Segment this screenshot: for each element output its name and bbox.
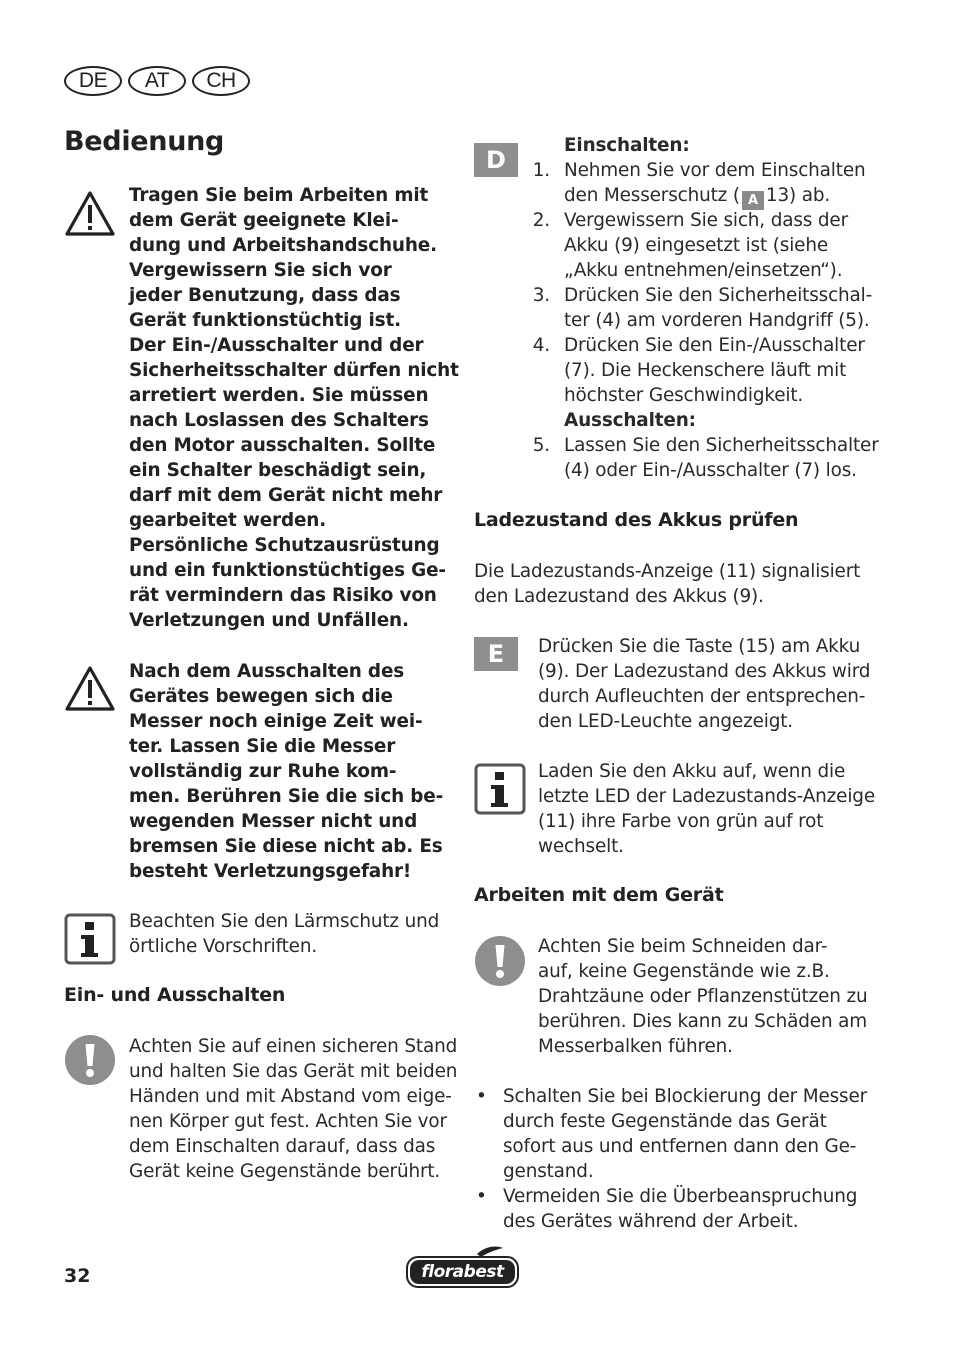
logo-text: florabest bbox=[421, 1262, 504, 1282]
warning-text-clothing: Tragen Sie beim Arbeiten mit dem Gerät geeignete Klei- dung und Arbeitshandschuhe. Vergewissern Sie sich vor jeder Benutzung, dass das Gerät funktionstüchtig ist. Der Ein-/Ausschalter und der Sicherheitsschalter dürfen nicht arretiert werden. Sie müssen nach Loslassen des Schalters den Motor ausschalten. Sollte ein Schalter beschädigt sein, darf mit dem Gerät nicht mehr gearbeitet werden. Persönliche Schutzausrüstung und ein funktionstüchtiges Ge- rät vermindern das Risiko von Verletzungen und Unfällen. bbox=[129, 185, 459, 631]
list-item: 5. Lassen Sie den Sicherheitsschalter (4) oder Ein-/Ausschalter (7) los. bbox=[532, 435, 879, 481]
caution-icon bbox=[474, 935, 526, 987]
figure-ref-a: A bbox=[742, 191, 764, 210]
country-badge-at: AT bbox=[128, 66, 186, 96]
charge-e-text: Drücken Sie die Taste (15) am Akku (9). Der Ladezustand des Akkus wird durch Aufleuchten der entsprechen- den LED-Leuchte angezeigt. bbox=[538, 636, 871, 732]
ausschalten-row bbox=[528, 408, 868, 433]
caution-text-obstacles: Achten Sie beim Schneiden dar- auf, keine Gegenstände wie z.B. Drahtzäune oder Pflanzenstützen zu berühren. Dies kann zu Schäden am Messerbalken führen. bbox=[538, 936, 868, 1057]
step-list bbox=[528, 158, 879, 483]
list-item: 2. Vergewissern Sie sich, dass der Akku (9) eingesetzt ist (siehe „Akku entnehmen/einsetzen“). bbox=[532, 210, 849, 281]
page-title: Bedienung bbox=[64, 126, 225, 157]
info-icon bbox=[474, 763, 526, 815]
info-text-noise: Beachten Sie den Lärmschutz und örtliche Vorschriften. bbox=[129, 911, 440, 957]
charge-intro-text: Die Ladezustands-Anzeige (11) signalisiert den Ladezustand des Akkus (9). bbox=[474, 561, 861, 607]
info-icon bbox=[64, 913, 116, 965]
country-badges bbox=[64, 66, 250, 96]
florabest-logo bbox=[405, 1244, 520, 1290]
warning-text-blades: Nach dem Ausschalten des Gerätes bewegen sich die Messer noch einige Zeit wei- ter. Lassen Sie die Messer vollständig zur Ruhe kom- men. Berühren Sie die sich be- wegenden Messer nicht und bremsen Sie diese nicht ab. Es besteht Verletzungsgefahr! bbox=[129, 661, 444, 882]
page-number: 32 bbox=[64, 1265, 91, 1287]
list-item: 4. Drücken Sie den Ein-/Ausschalter (7). Die Heckenschere läuft mit höchster Geschwindigkeit. bbox=[532, 335, 865, 406]
figure-ref-d: D bbox=[474, 143, 518, 177]
list-item: 3. Drücken Sie den Sicherheitsschal- ter (4) am vorderen Handgriff (5). bbox=[532, 285, 873, 331]
caution-text-stance: Achten Sie auf einen sicheren Stand und halten Sie das Gerät mit beiden Händen und mit Abstand vom eige- nen Körper gut fest. Achten Sie vor dem Einschalten darauf, dass das Gerät keine Gegenstände berührt. bbox=[129, 1036, 458, 1182]
figure-ref-e: E bbox=[474, 637, 518, 671]
ausschalten-label: Ausschalten: bbox=[564, 410, 696, 431]
einschalten-label: Einschalten: bbox=[564, 135, 690, 156]
country-badge-de: DE bbox=[64, 66, 122, 96]
list-item: 1. Nehmen Sie vor dem Einschalten den Messerschutz ( A 13) ab. bbox=[532, 160, 866, 208]
country-badge-ch: CH bbox=[192, 66, 250, 96]
caution-icon bbox=[64, 1034, 116, 1086]
section-heading-work: Arbeiten mit dem Gerät bbox=[474, 884, 724, 906]
section-heading-charge: Ladezustand des Akkus prüfen bbox=[474, 509, 799, 531]
section-heading-switching: Ein- und Ausschalten bbox=[64, 984, 286, 1006]
info-text-charge: Laden Sie den Akku auf, wenn die letzte LED der Ladezustands-Anzeige (11) ihre Farbe von grün auf rot wechselt. bbox=[538, 761, 875, 857]
warning-triangle-icon bbox=[64, 665, 116, 713]
warning-triangle-icon bbox=[64, 190, 116, 238]
